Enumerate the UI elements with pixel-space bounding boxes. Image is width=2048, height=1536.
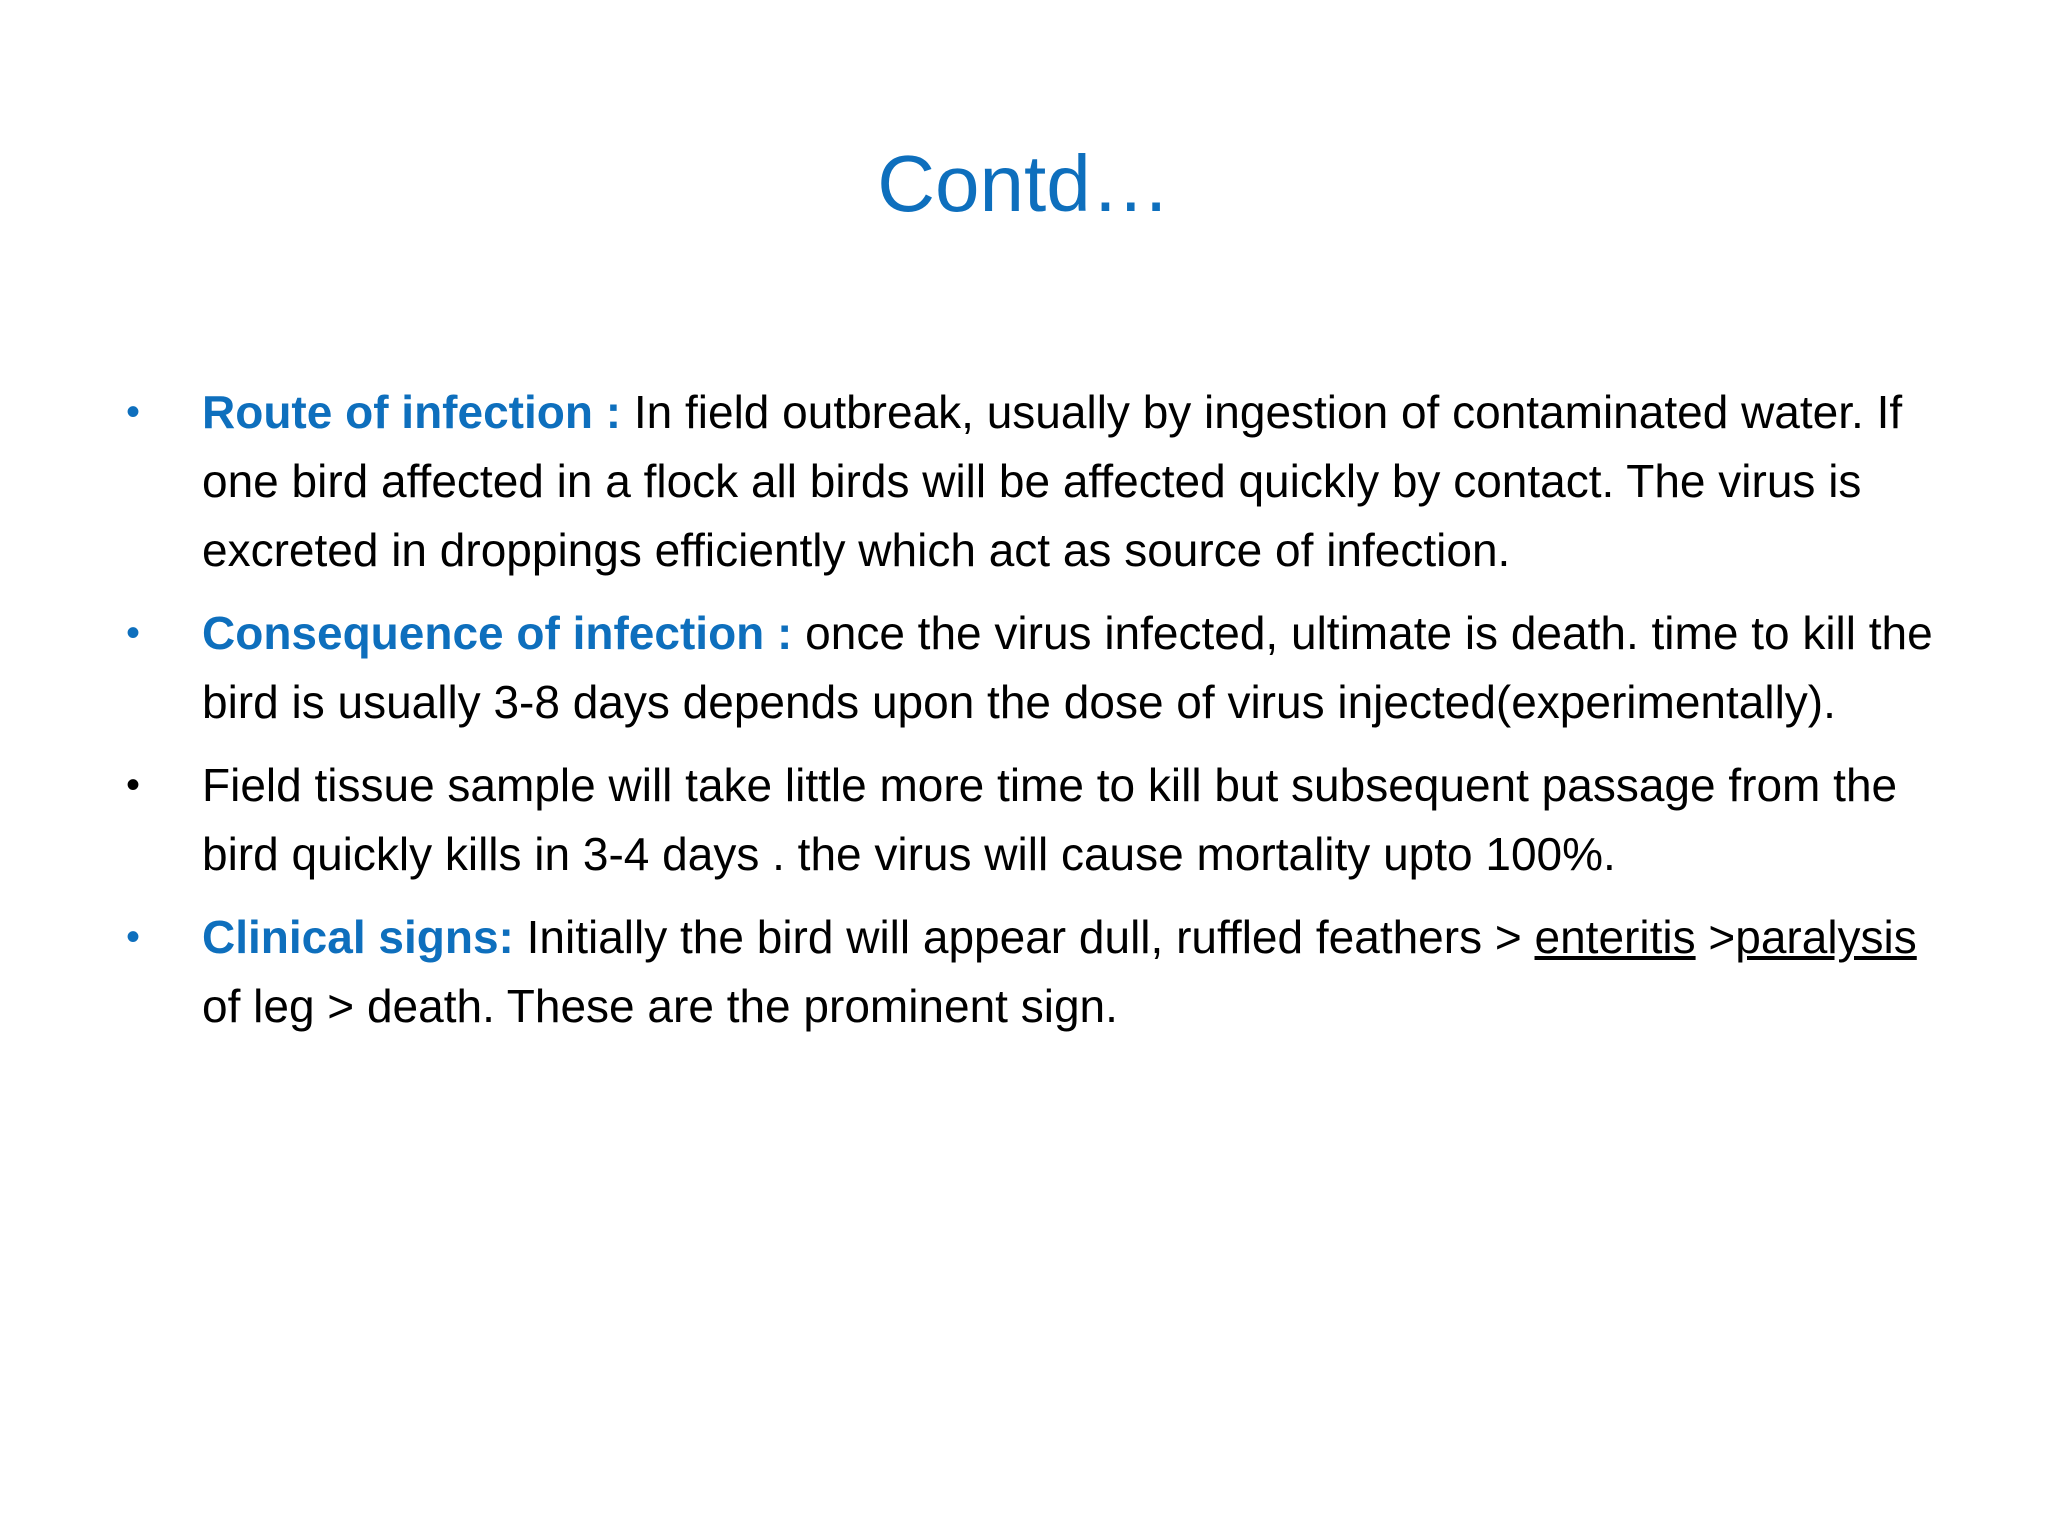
slide-title: Contd… <box>877 139 1171 228</box>
bullet-label: Consequence of infection : <box>202 607 793 659</box>
bullet-dot-icon: • <box>126 763 141 807</box>
bullet-text: Initially the bird will appear dull, ruffled feathers > <box>513 911 1535 963</box>
bullet-list <box>118 378 1948 1055</box>
underlined-term-enteritis: enteritis <box>1534 911 1696 963</box>
bullet-clinical-signs <box>118 903 1948 1041</box>
bullet-text: > <box>1695 911 1736 963</box>
bullet-text: once the virus infected, ultimate is death. time to kill the bird is usually 3-8 days depends upon the dose of virus injected(experimentally). <box>202 607 1933 728</box>
underlined-term-paralysis: paralysis <box>1735 911 1917 963</box>
bullet-route-of-infection <box>118 378 1948 585</box>
bullet-label: Clinical signs: <box>202 911 514 963</box>
bullet-text: Field tissue sample will take little more time to kill but subsequent passage from the bird quickly kills in 3-4 days . the virus will cause mortality upto 100%. <box>202 759 1898 880</box>
bullet-text: of leg > death. These are the prominent sign. <box>202 980 1118 1032</box>
bullet-field-tissue-sample <box>118 751 1948 889</box>
bullet-consequence-of-infection <box>118 599 1948 737</box>
bullet-dot-icon: • <box>126 611 141 655</box>
bullet-dot-icon: • <box>126 915 141 959</box>
bullet-label: Route of infection : <box>202 386 622 438</box>
bullet-text: In field outbreak, usually by ingestion of contaminated water. If one bird affected in a flock all birds will be affected quickly by contact. The virus is excreted in droppings efficiently which act as source of infection. <box>202 386 1903 576</box>
bullet-dot-icon: • <box>126 390 141 434</box>
